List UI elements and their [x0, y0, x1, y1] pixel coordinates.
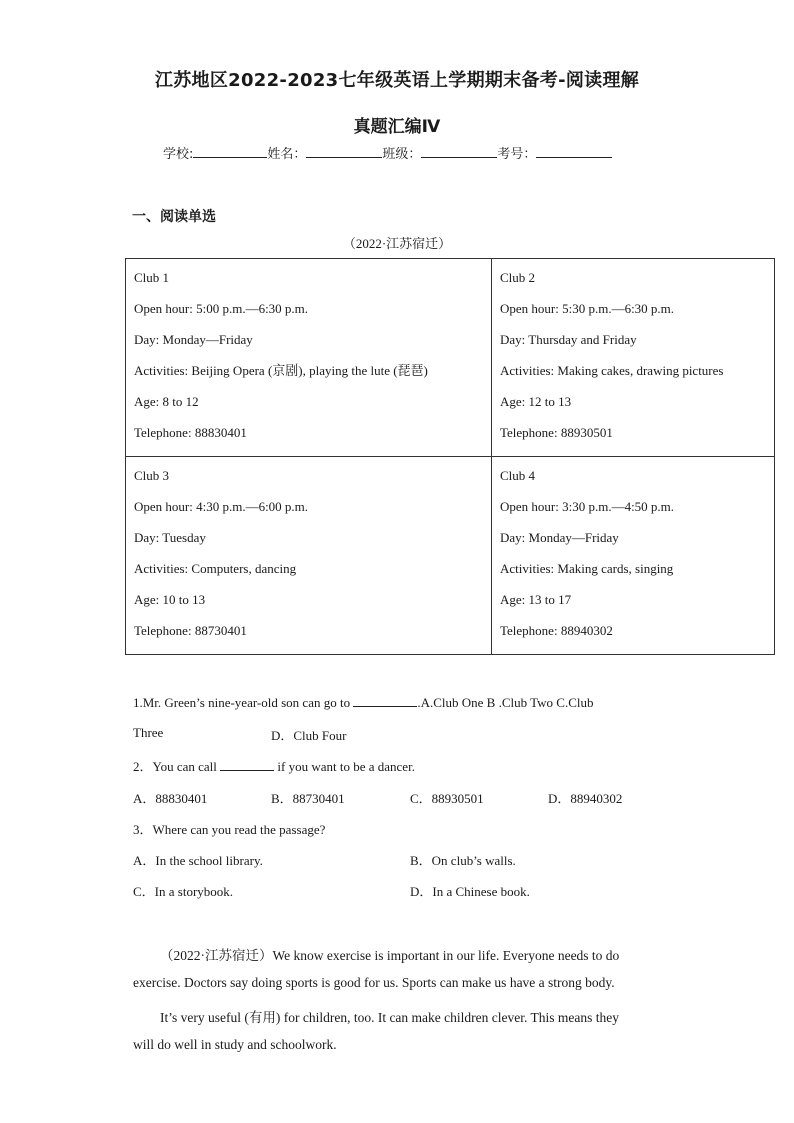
- answer-blank[interactable]: [353, 694, 417, 707]
- passage-line: exercise. Doctors say doing sports is good for us. Sports can make us have a strong body.: [133, 975, 615, 990]
- club-activities: Activities: Beijing Opera (京剧), playing the lute (琵琶): [134, 363, 428, 378]
- club-age: Age: 13 to 17: [500, 592, 572, 607]
- number-label: 考号：: [497, 147, 537, 162]
- club-phone: Telephone: 88940302: [500, 623, 613, 638]
- club-activities: Activities: Making cakes, drawing pictures: [500, 363, 724, 378]
- club-hours: Open hour: 5:30 p.m.—6:30 p.m.: [500, 301, 675, 316]
- club-phone: Telephone: 88730401: [134, 623, 247, 638]
- document-title-line1: 江苏地区2022-2023七年级英语上学期期末备考-阅读理解: [154, 70, 640, 91]
- school-label: 学校:: [163, 147, 194, 162]
- club-hours: Open hour: 4:30 p.m.—6:00 p.m.: [134, 499, 309, 514]
- club-name: Club 2: [500, 270, 536, 285]
- club-name: Club 3: [134, 468, 170, 483]
- question-2: [133, 756, 415, 775]
- question-1-options: .A.Club One B .Club Two C.Club: [417, 695, 594, 710]
- club-cell: [492, 259, 775, 457]
- option-c[interactable]: C．88930501: [410, 791, 484, 806]
- answer-blank[interactable]: [220, 758, 274, 771]
- club-day: Day: Tuesday: [134, 530, 206, 545]
- club-name: Club 4: [500, 468, 536, 483]
- club-cell: [126, 259, 492, 457]
- option-c-tail: Three: [133, 725, 164, 740]
- passage-line: （2022·江苏宿迁）We know exercise is important in our life. Everyone needs to do: [160, 948, 620, 963]
- club-day: Day: Monday—Friday: [134, 332, 253, 347]
- name-label: 姓名：: [267, 147, 307, 162]
- club-name: Club 1: [134, 270, 170, 285]
- option-c[interactable]: C．In a storybook.: [133, 884, 234, 899]
- club-day: Day: Monday—Friday: [500, 530, 619, 545]
- club-day: Day: Thursday and Friday: [500, 332, 637, 347]
- option-d[interactable]: D．Club Four: [271, 728, 347, 743]
- question-1-stem: 1.Mr. Green’s nine-year-old son can go to: [133, 695, 351, 710]
- table-row: [126, 457, 775, 655]
- number-blank[interactable]: [536, 143, 612, 158]
- class-blank[interactable]: [421, 143, 497, 158]
- club-phone: Telephone: 88930501: [500, 425, 613, 440]
- student-info-line: [163, 143, 612, 162]
- school-blank[interactable]: [193, 143, 267, 158]
- document-title-line2: 真题汇编Ⅳ: [353, 117, 441, 137]
- question-2-suffix: if you want to be a dancer.: [277, 759, 415, 774]
- club-activities: Activities: Computers, dancing: [134, 561, 297, 576]
- club-phone: Telephone: 88830401: [134, 425, 247, 440]
- option-b[interactable]: B．88730401: [271, 791, 345, 806]
- club-hours: Open hour: 5:00 p.m.—6:30 p.m.: [134, 301, 309, 316]
- question-3-stem: 3．Where can you read the passage?: [133, 822, 326, 837]
- name-blank[interactable]: [306, 143, 382, 158]
- question-1: [133, 694, 594, 711]
- question-2-prefix: 2．You can call: [133, 759, 217, 774]
- clubs-table: [125, 258, 775, 655]
- club-activities: Activities: Making cards, singing: [500, 561, 674, 576]
- option-a[interactable]: A．88830401: [133, 791, 208, 806]
- option-d[interactable]: D．In a Chinese book.: [410, 884, 530, 899]
- passage-line: will do well in study and schoolwork.: [133, 1037, 337, 1052]
- club-age: Age: 12 to 13: [500, 394, 572, 409]
- option-b[interactable]: B．On club’s walls.: [410, 853, 516, 868]
- passage-line: It’s very useful (有用) for children, too. It can make children clever. This means they: [160, 1010, 619, 1025]
- club-cell: [492, 457, 775, 655]
- option-d[interactable]: D．88940302: [548, 791, 623, 806]
- club-age: Age: 10 to 13: [134, 592, 206, 607]
- option-a[interactable]: A．In the school library.: [133, 853, 263, 868]
- club-age: Age: 8 to 12: [134, 394, 199, 409]
- club-cell: [126, 457, 492, 655]
- source-label: （2022·江苏宿迁）: [342, 236, 452, 251]
- club-hours: Open hour: 3:30 p.m.—4:50 p.m.: [500, 499, 675, 514]
- table-row: [126, 259, 775, 457]
- class-label: 班级：: [382, 147, 422, 162]
- section-title: 一、阅读单选: [132, 209, 216, 225]
